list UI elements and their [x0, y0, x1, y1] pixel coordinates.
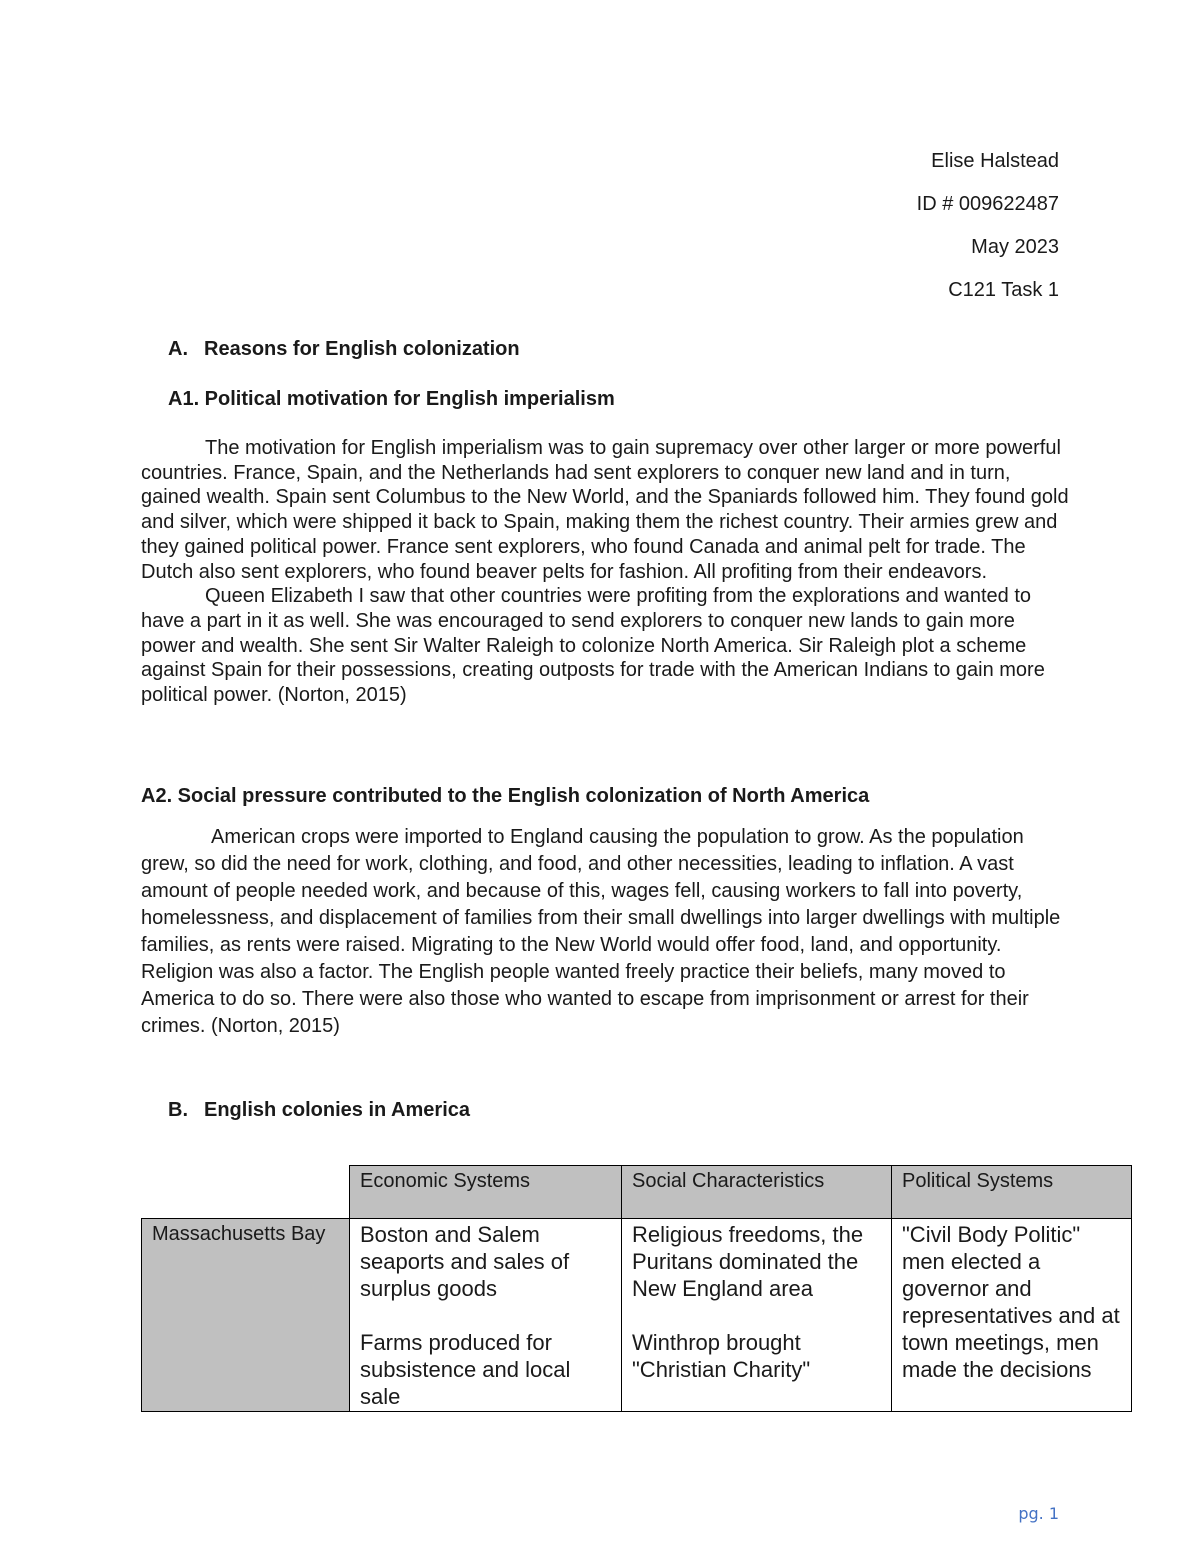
section-a1-heading: A1. Political motivation for English imperialism	[168, 388, 615, 410]
column-header-political: Political Systems	[892, 1166, 1132, 1219]
section-a-title: Reasons for English colonization	[204, 338, 520, 360]
table-corner-cell	[142, 1166, 350, 1219]
section-a2-body	[141, 824, 1071, 1040]
cell-text: Boston and Salem seaports and sales of surplus goods	[360, 1222, 570, 1301]
table-header-row	[142, 1166, 1132, 1219]
a2-paragraph: American crops were imported to England causing the population to grow. As the population grew, so did the need for work, clothing, and food, and other necessities, leading to inflation. A vast amount of people needed work, and because of this, wages fell, causing workers to fall into poverty, homelessness, and displacement of families from their small dwellings into larger dwellings with multiple families, as rents were raised. Migrating to the New World would offer food, land, and opportunity. Religion was also a factor. The English people wanted freely practice their beliefs, many moved to America to do so. There were also those who wanted to escape from imprisonment or arrest for their crimes. (Norton, 2015)	[141, 826, 1061, 1037]
row-label-colony: Massachusetts Bay	[142, 1219, 350, 1412]
section-b-heading	[168, 1099, 470, 1122]
a1-paragraph: The motivation for English imperialism was to gain supremacy over other larger or more powerful countries. France, Spain, and the Netherlands had sent explorers to conquer new land and in turn, gained wealth. Spain sent Columbus to the New World, and the Spaniards followed him. They found gold and silver, which were shipped it back to Spain, making them the richest country. Their armies grew and they gained political power. France sent explorers, who found Canada and animal pelt for trade. The Dutch also sent explorers, who found beaver pelts for fashion. All profiting from their endeavors.	[141, 437, 1069, 583]
section-a1-body	[141, 436, 1071, 708]
cell-social	[622, 1219, 892, 1412]
task-label: C121 Task 1	[948, 279, 1059, 301]
section-b-title: English colonies in America	[204, 1099, 470, 1121]
a1-paragraph: Queen Elizabeth I saw that other countries were profiting from the explorations and wanted to have a part in it as well. She was encouraged to send explorers to conquer new lands to gain more power and wealth. She sent Sir Walter Raleigh to colonize North America. Sir Raleigh plot a scheme against Spain for their possessions, creating outposts for trade with the American Indians to gain more political power. (Norton, 2015)	[141, 585, 1045, 707]
author-block	[917, 140, 1059, 312]
section-b-letter: B.	[168, 1099, 188, 1121]
cell-text: Winthrop brought "Christian Charity"	[632, 1330, 811, 1382]
cell-political	[892, 1219, 1132, 1412]
submission-date: May 2023	[971, 236, 1059, 258]
cell-text: Farms produced for subsistence and local sale	[360, 1330, 571, 1409]
section-a-heading	[168, 338, 520, 361]
page-number: pg. 1	[1018, 1504, 1059, 1523]
section-a-letter: A.	[168, 338, 188, 360]
author-name: Elise Halstead	[931, 150, 1059, 172]
student-id: ID # 009622487	[916, 193, 1059, 215]
column-header-social: Social Characteristics	[622, 1166, 892, 1219]
section-a2-heading: A2. Social pressure contributed to the English colonization of North America	[141, 785, 870, 807]
table-row	[142, 1219, 1132, 1412]
cell-text: "Civil Body Politic" men elected a governor and representatives and at town meetings, men made the decisions	[902, 1222, 1120, 1382]
column-header-economic: Economic Systems	[350, 1166, 622, 1219]
cell-text: Religious freedoms, the Puritans dominated the New England area	[632, 1222, 864, 1301]
colonies-table	[141, 1165, 1132, 1412]
cell-spacer	[632, 1302, 881, 1329]
cell-spacer	[360, 1302, 611, 1329]
cell-economic	[350, 1219, 622, 1412]
